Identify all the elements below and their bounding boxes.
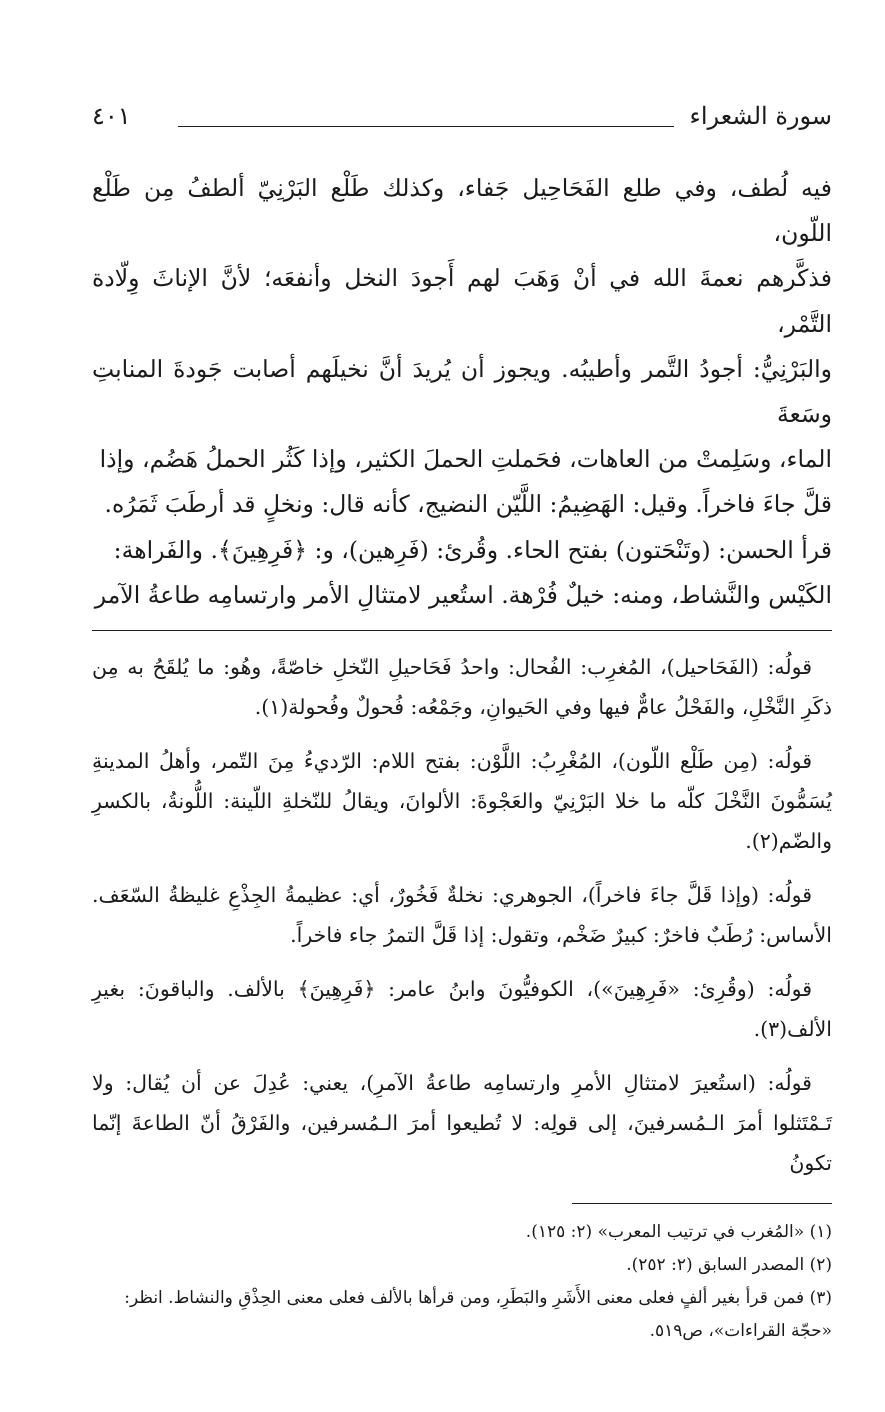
commentary [92, 647, 832, 1183]
footnotes [92, 1216, 832, 1348]
footnote: (٣) فمن قرأ بغير ألفٍ فعلى معنى الأَشَرِ والبَطَرِ، ومن قرأها بالألف فعلى معنى الحِذْقِ والنشاط. انظر: «حجّة القراءات»، ص٥١٩. [124, 1288, 832, 1342]
footnote: (١) «المُغرب في ترتيب المعرب» (٢: ١٢٥). [525, 1222, 832, 1243]
commentary-paragraph: قولُه: (وإذا قَلَّ جاءَ فاخراً)، الجوهري: نخلةٌ فَخُورٌ، أي: عظيمةُ الجِذْعِ غليظةُ السّعَف. الأساس: رُطَبٌ فاخرٌ: كبيرٌ ضَخْم، وتقول: إذا قَلَّ التمرُ جاء فاخراً. [92, 883, 832, 948]
main-line: قلَّ جاءَ فاخراً. وقيل: الهَضِيمُ: اللَّيّن النضيج، كأنه قال: ونخلٍ قد أرطَبَ ثَمَرُه. [104, 490, 832, 519]
page [92, 100, 832, 1348]
footnote: (٢) المصدر السابق (٢: ٢٥٢). [626, 1255, 832, 1276]
surah-title: سورة الشعراء [689, 102, 832, 130]
footnote-separator [572, 1203, 832, 1204]
page-header [92, 100, 832, 144]
main-line: فذكَّرهم نعمةَ الله في أنْ وَهَبَ لهم أَجودَ النخل وأنفعَه؛ لأنَّ الإناثَ وِلّادة التَّمْر، [92, 264, 832, 338]
commentary-separator [92, 630, 832, 631]
main-line: فيه لُطف، وفي طلع الفَحَاحِيل جَفاء، وكذلك طَلْع البَرْنِيّ ألطفُ مِن طَلْع اللّون، [92, 174, 832, 248]
commentary-paragraph: قولُه: (وقُرِئ: «فَرِهِينَ»)، الكوفيُّونَ وابنُ عامر: ﴿فَرِهِينَ﴾ بالألف. والباقونَ: بغيرِ الألف(٣). [92, 977, 832, 1042]
header-rule [178, 126, 674, 127]
main-line: الماء، وسَلِمتْ من العاهات، فحَملتِ الحملَ الكثير، وإذا كَثُر الحملُ هَضُم، وإذا [99, 445, 832, 474]
main-line: والبَرْنِيُّ: أجودُ التَّمر وأطيبُه. ويجوز أن يُريدَ أنَّ نخيلَهم أصابت جَودةَ المنابتِ وسَعةَ [92, 354, 832, 429]
page-number: ٤٠١ [92, 102, 131, 130]
main-line: قرأ الحسن: (وتَنْحَتون) بفتح الحاء. وقُرئ: (فَرِهين)، و: ﴿فَرِهِينَ﴾. والفَراهة: [113, 535, 832, 564]
commentary-paragraph: قولُه: (الفَحَاحيل)، المُغرِب: الفُحال: واحدُ فَحَاحيلِ النّخلِ خاصّةً، وهُو: ما يُلقَحُ به مِن ذكَرِ النَّخْلِ، والفَحْلُ عامٌّ فيها وفي الحَيوانِ، وجَمْعُه: فُحولٌ وفُحولة(١). [92, 655, 832, 720]
main-text [92, 166, 832, 618]
commentary-paragraph: قولُه: (استُعيرَ لامتثالِ الأمرِ وارتسامِه طاعةُ الآمرِ)، يعني: عُدِلَ عن أن يُقال: ولا تَـمْتَثلوا أمرَ الـمُسرفينَ، إلى قولِه: لا تُطيعوا أمرَ الـمُسرفين، والفَرْقُ أنّ الطاعةَ إنّما تكونُ [92, 1071, 832, 1176]
commentary-paragraph: قولُه: (مِن طَلْع اللّون)، المُغْرِبُ: اللَّوْن: بفتح اللام: الرّديءُ مِنَ التّمر، وأهلُ المدينةِ يُسَمُّونَ النَّخْلَ كلّه ما خلا البَرْنِيّ والعَجْوةَ: الألوانَ، ويقالُ للنّخلةِ اللّينة: اللُّونةُ، بالكسرِ والضّم(٢). [92, 749, 832, 854]
main-line: الكَيْس والنَّشاط، ومنه: خيلٌ فُرْهة. استُعير لامتثالِ الأمر وارتسامِه طاعةُ الآمر [94, 580, 832, 609]
